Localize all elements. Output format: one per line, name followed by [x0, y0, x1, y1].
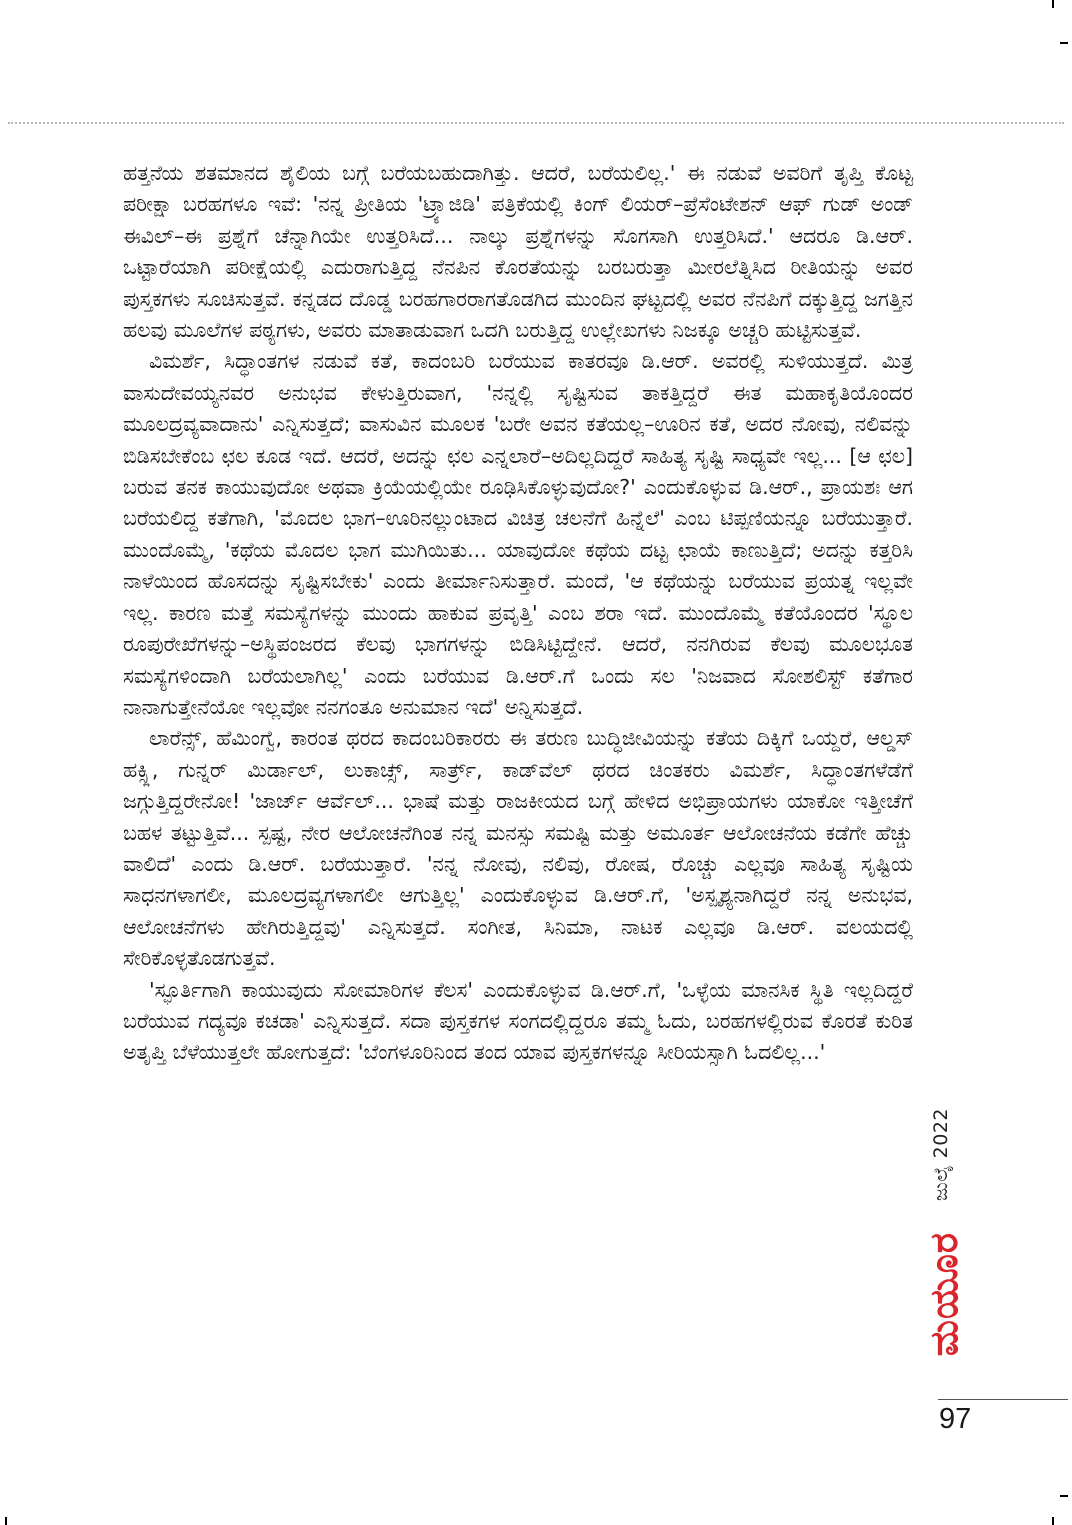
- issue-date: ಜುಲೈ 2022: [930, 1108, 952, 1201]
- paragraph: ಹತ್ತನೆಯ ಶತಮಾನದ ಶೈಲಿಯ ಬಗ್ಗೆ ಬರೆಯಬಹುದಾಗಿತ್ತು. ಆದರೆ, ಬರೆಯಲಿಲ್ಲ.' ಈ ನಡುವೆ ಅವರಿಗೆ ತೃಪ್ತಿ ಕೊಟ್ಟ ಪರೀಕ್ಷಾ ಬರಹಗಳೂ ಇವೆ: 'ನನ್ನ ಪ್ರೀತಿಯ 'ಟ್ರ್ಯಾಜಿಡಿ' ಪತ್ರಿಕೆಯಲ್ಲಿ ಕಿಂಗ್ ಲಿಯರ್–ಪ್ರೆಸೆಂಟೇಶನ್ ಆಫ್ ಗುಡ್ ಅಂಡ್ ಈವಿಲ್–ಈ ಪ್ರಶ್ನೆಗೆ ಚೆನ್ನಾಗಿಯೇ ಉತ್ತರಿಸಿದೆ... ನಾಲ್ಕು ಪ್ರಶ್ನೆಗಳನ್ನು ಸೊಗಸಾಗಿ ಉತ್ತರಿಸಿದೆ.' ಆದರೂ ಡಿ.ಆರ್. ಒಟ್ಟಾರೆಯಾಗಿ ಪರೀಕ್ಷೆಯಲ್ಲಿ ಎದುರಾಗುತ್ತಿದ್ದ ನೆನಪಿನ ಕೊರತೆಯನ್ನು ಬರಬರುತ್ತಾ ಮೀರಲೆತ್ನಿಸಿದ ರೀತಿಯನ್ನು ಅವರ ಪುಸ್ತಕಗಳು ಸೂಚಿಸುತ್ತವೆ. ಕನ್ನಡದ ದೊಡ್ಡ ಬರಹಗಾರರಾಗತೊಡಗಿದ ಮುಂದಿನ ಘಟ್ಟದಲ್ಲಿ ಅವರ ನೆನಪಿಗೆ ದಕ್ಕುತ್ತಿದ್ದ ಜಗತ್ತಿನ ಹಲವು ಮೂಲೆಗಳ ಪಠ್ಯಗಳು, ಅವರು ಮಾತಾಡುವಾಗ ಒದಗಿ ಬರುತ್ತಿದ್ದ ಉಲ್ಲೇಖಗಳು ನಿಜಕ್ಕೂ ಅಚ್ಚರಿ ಹುಟ್ಟಿಸುತ್ತವೆ.: [123, 161, 913, 343]
- dotted-divider: [8, 122, 1064, 124]
- page-number: 97: [939, 1403, 972, 1435]
- footer-rule: [938, 1399, 1068, 1400]
- crop-mark: [1052, 1517, 1054, 1525]
- article-body: [123, 158, 913, 1069]
- crop-mark: [1052, 0, 1054, 8]
- paragraph: ವಿಮರ್ಶೆ, ಸಿದ್ಧಾಂತಗಳ ನಡುವೆ ಕತೆ, ಕಾದಂಬರಿ ಬರೆಯುವ ಕಾತರವೂ ಡಿ.ಆರ್. ಅವರಲ್ಲಿ ಸುಳಿಯುತ್ತದೆ. ಮಿತ್ರ ವಾಸುದೇವಯ್ಯನವರ ಅನುಭವ ಕೇಳುತ್ತಿರುವಾಗ, 'ನನ್ನಲ್ಲಿ ಸೃಷ್ಟಿಸುವ ತಾಕತ್ತಿದ್ದರೆ ಈತ ಮಹಾಕೃತಿಯೊಂದರ ಮೂಲದ್ರವ್ಯವಾದಾನು' ಎನ್ನಿಸುತ್ತದೆ; ವಾಸುವಿನ ಮೂಲಕ 'ಬರೇ ಅವನ ಕತೆಯಲ್ಲ–ಊರಿನ ಕತೆ, ಅದರ ನೋವು, ನಲಿವನ್ನು ಬಿಡಿಸಬೇಕೆಂಬ ಛಲ ಕೂಡ ಇದೆ. ಆದರೆ, ಅದನ್ನು ಛಲ ಎನ್ನಲಾರೆ–ಅದಿಲ್ಲದಿದ್ದರೆ ಸಾಹಿತ್ಯ ಸೃಷ್ಟಿ ಸಾಧ್ಯವೇ ಇಲ್ಲ... [ಆ ಛಲ] ಬರುವ ತನಕ ಕಾಯುವುದೋ ಅಥವಾ ಕ್ರಿಯೆಯಲ್ಲಿಯೇ ರೂಢಿಸಿಕೊಳ್ಳುವುದೋ?' ಎಂದುಕೊಳ್ಳುವ ಡಿ.ಆರ್., ಪ್ರಾಯಶಃ ಆಗ ಬರೆಯಲಿದ್ದ ಕತೆಗಾಗಿ, 'ಮೊದಲ ಭಾಗ–ಊರಿನಲ್ಲುಂಟಾದ ವಿಚಿತ್ರ ಚಲನೆಗೆ ಹಿನ್ನೆಲೆ' ಎಂಬ ಟಿಪ್ಪಣಿಯನ್ನೂ ಬರೆಯುತ್ತಾರೆ. ಮುಂದೊಮ್ಮೆ, 'ಕಥೆಯ ಮೊದಲ ಭಾಗ ಮುಗಿಯಿತು... ಯಾವುದೋ ಕಥೆಯ ದಟ್ಟ ಛಾಯೆ ಕಾಣುತ್ತಿದೆ; ಅದನ್ನು ಕತ್ತರಿಸಿ ನಾಳೆಯಿಂದ ಹೊಸದನ್ನು ಸೃಷ್ಟಿಸಬೇಕು' ಎಂದು ತೀರ್ಮಾನಿಸುತ್ತಾರೆ. ಮಂದೆ, 'ಆ ಕಥೆಯನ್ನು ಬರೆಯುವ ಪ್ರಯತ್ನ ಇಲ್ಲವೇ ಇಲ್ಲ. ಕಾರಣ ಮತ್ತೆ ಸಮಸ್ಯೆಗಳನ್ನು ಮುಂದು ಹಾಕುವ ಪ್ರವೃತ್ತಿ' ಎಂಬ ಶರಾ ಇದೆ. ಮುಂದೊಮ್ಮೆ ಕತೆಯೊಂದರ 'ಸ್ಥೂಲ ರೂಪುರೇಖೆಗಳನ್ನು–ಅಸ್ಥಿಪಂಜರದ ಕೆಲವು ಭಾಗಗಳನ್ನು ಬಿಡಿಸಿಟ್ಟಿದ್ದೇನೆ. ಆದರೆ, ನನಗಿರುವ ಕೆಲವು ಮೂಲಭೂತ ಸಮಸ್ಯೆಗಳಿಂದಾಗಿ ಬರೆಯಲಾಗಿಲ್ಲ' ಎಂದು ಬರೆಯುವ ಡಿ.ಆರ್.ಗೆ ಒಂದು ಸಲ 'ನಿಜವಾದ ಸೋಶಲಿಸ್ಟ್ ಕತೆಗಾರ ನಾನಾಗುತ್ತೇನೆಯೋ ಇಲ್ಲವೋ ನನಗಂತೂ ಅನುಮಾನ ಇದೆ' ಅನ್ನಿಸುತ್ತದೆ.: [123, 349, 913, 719]
- paragraph: 'ಸ್ಫೂರ್ತಿಗಾಗಿ ಕಾಯುವುದು ಸೋಮಾರಿಗಳ ಕೆಲಸ' ಎಂದುಕೊಳ್ಳುವ ಡಿ.ಆರ್.ಗೆ, 'ಒಳ್ಳೆಯ ಮಾನಸಿಕ ಸ್ಥಿತಿ ಇಲ್ಲದಿದ್ದರೆ ಬರೆಯುವ ಗದ್ಯವೂ ಕಚಡಾ' ಎನ್ನಿಸುತ್ತದೆ. ಸದಾ ಪುಸ್ತಕಗಳ ಸಂಗದಲ್ಲಿದ್ದರೂ ತಮ್ಮ ಓದು, ಬರಹಗಳಲ್ಲಿರುವ ಕೊರತೆ ಕುರಿತ ಅತೃಪ್ತಿ ಬೆಳೆಯುತ್ತಲೇ ಹೋಗುತ್ತದೆ: 'ಬೆಂಗಳೂರಿನಿಂದ ತಂದ ಯಾವ ಪುಸ್ತಕಗಳನ್ನೂ ಸೀರಿಯಸ್ಸಾಗಿ ಓದಲಿಲ್ಲ...': [123, 977, 913, 1065]
- crop-mark: [1060, 1495, 1068, 1497]
- magazine-logo: ಮಯೂರ: [922, 1232, 966, 1357]
- crop-mark: [5, 1517, 7, 1525]
- paragraph: ಲಾರೆನ್ಸ್, ಹೆಮಿಂಗ್ವೆ, ಕಾರಂತ ಥರದ ಕಾದಂಬರಿಕಾರರು ಈ ತರುಣ ಬುದ್ಧಿಜೀವಿಯನ್ನು ಕತೆಯ ದಿಕ್ಕಿಗೆ ಒಯ್ದರೆ, ಆಲ್ಡಸ್ ಹಕ್ಸ್ಲಿ, ಗುನ್ನರ್ ಮಿರ್ಡಾಲ್, ಲುಕಾಚ್ಸ್, ಸಾರ್ತ್ರ್, ಕಾಡ್‌ವೆಲ್ ಥರದ ಚಿಂತಕರು ವಿಮರ್ಶೆ, ಸಿದ್ಧಾಂತಗಳೆಡೆಗೆ ಜಗ್ಗುತ್ತಿದ್ದರೇನೋ! 'ಜಾರ್ಜ್ ಆರ್ವೆಲ್... ಭಾಷೆ ಮತ್ತು ರಾಜಕೀಯದ ಬಗ್ಗೆ ಹೇಳಿದ ಅಭಿಪ್ರಾಯಗಳು ಯಾಕೋ ಇತ್ತೀಚೆಗೆ ಬಹಳ ತಟ್ಟುತ್ತಿವೆ... ಸ್ಪಷ್ಟ, ನೇರ ಆಲೋಚನೆಗಿಂತ ನನ್ನ ಮನಸ್ಸು ಸಮಷ್ಟಿ ಮತ್ತು ಅಮೂರ್ತ ಆಲೋಚನೆಯ ಕಡೆಗೇ ಹೆಚ್ಚು ವಾಲಿದೆ' ಎಂದು ಡಿ.ಆರ್. ಬರೆಯುತ್ತಾರೆ. 'ನನ್ನ ನೋವು, ನಲಿವು, ರೋಷ, ರೊಚ್ಚು ಎಲ್ಲವೂ ಸಾಹಿತ್ಯ ಸೃಷ್ಟಿಯ ಸಾಧನಗಳಾಗಲೀ, ಮೂಲದ್ರವ್ಯಗಳಾಗಲೀ ಆಗುತ್ತಿಲ್ಲ' ಎಂದುಕೊಳ್ಳುವ ಡಿ.ಆರ್.ಗೆ, 'ಅಸ್ಪೃಶ್ಯನಾಗಿದ್ದರೆ ನನ್ನ ಅನುಭವ, ಆಲೋಚನೆಗಳು ಹೇಗಿರುತ್ತಿದ್ದವು' ಎನ್ನಿಸುತ್ತದೆ. ಸಂಗೀತ, ಸಿನಿಮಾ, ನಾಟಕ ಎಲ್ಲವೂ ಡಿ.ಆರ್. ವಲಯದಲ್ಲಿ ಸೇರಿಕೊಳ್ಳತೊಡಗುತ್ತವೆ.: [123, 726, 913, 971]
- crop-mark: [1060, 42, 1068, 44]
